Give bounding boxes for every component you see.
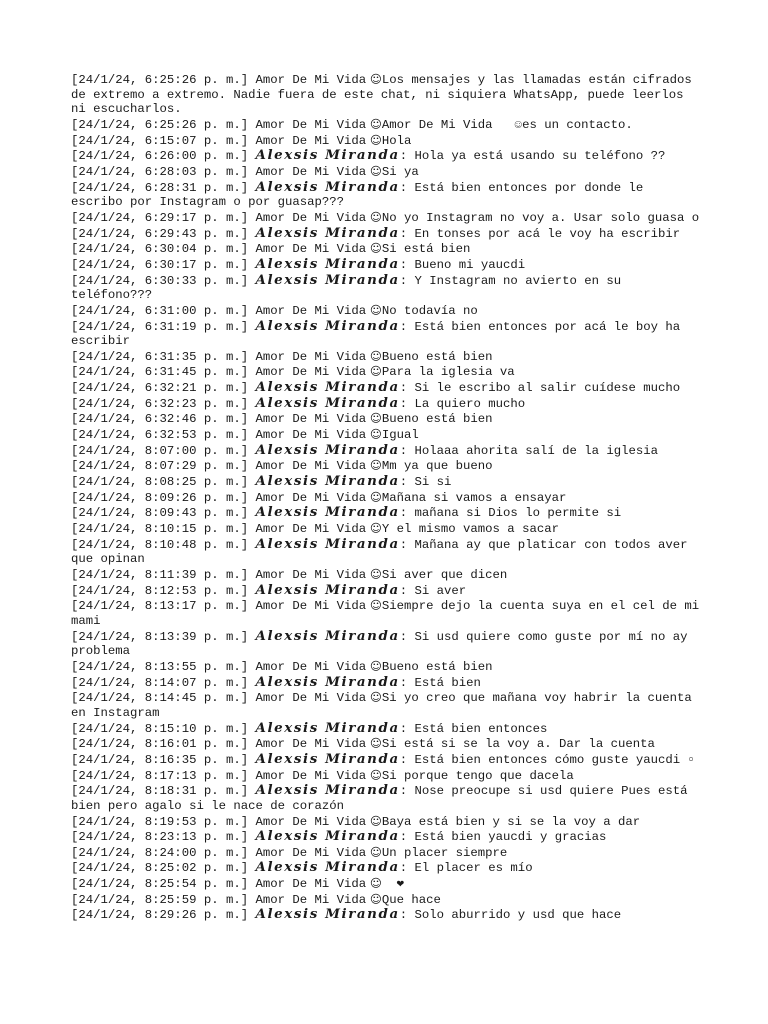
message-sender: Amor De Mi Vida [255,73,367,87]
colon-separator: : [399,908,415,923]
smiley-icon: ☺ [366,163,382,178]
smiley-icon: ☺ [366,489,382,504]
colon-separator: : [399,381,415,396]
message-timestamp: [24/1/24, 6:31:19 p. m.] [71,319,249,334]
message-text: Está bien entonces [414,721,548,736]
message-timestamp: [24/1/24, 8:29:26 p. m.] [71,908,249,923]
message-line [71,505,701,521]
message-line [71,458,701,474]
message-line [71,349,701,365]
message-line [71,860,701,876]
message-timestamp: [24/1/24, 8:17:13 p. m.] [71,768,249,783]
message-timestamp: [24/1/24, 6:15:07 p. m.] [71,133,249,148]
message-text: Si está si se la voy a. Dar la cuenta [381,737,655,752]
message-timestamp: [24/1/24, 8:14:45 p. m.] [71,691,249,706]
smiley-icon: ☺ [366,302,382,317]
message-sender: Alexsis Miranda [255,441,400,458]
message-sender: Alexsis Miranda [255,627,400,644]
message-timestamp: [24/1/24, 8:11:39 p. m.] [71,568,249,582]
smiley-icon: ☺ [366,736,382,751]
colon-separator: : [399,180,415,195]
smiley-icon: ☺ [366,411,382,426]
smiley-icon: ☺ [366,241,382,256]
message-sender: Alexsis Miranda [255,147,400,164]
message-timestamp: [24/1/24, 8:16:01 p. m.] [71,737,249,752]
message-timestamp: [24/1/24, 8:18:31 p. m.] [71,784,249,799]
message-line [71,380,701,396]
message-text: Si porque tengo que dacela [381,768,574,783]
message-timestamp: [24/1/24, 8:25:54 p. m.] [71,877,249,892]
message-sender: Alexsis Miranda [255,504,400,521]
message-sender: Amor De Mi Vida [255,522,367,537]
message-text: Si le escribo al salir cuídese mucho [414,381,681,396]
message-text: Está bien entonces por donde le escribo por Instagram o por guasap??? [71,180,651,210]
colon-separator: : [399,583,415,598]
message-timestamp: [24/1/24, 6:29:43 p. m.] [71,226,249,241]
message-timestamp: [24/1/24, 6:31:35 p. m.] [71,349,249,364]
message-line [71,814,701,830]
smiley-icon: ☺ [366,348,382,363]
message-line [71,319,701,349]
message-sender: Amor De Mi Vida [255,349,367,364]
message-timestamp: [24/1/24, 6:32:53 p. m.] [71,428,249,443]
message-text: Y Instagram no avierto en su teléfono??? [71,273,629,303]
message-line [71,659,701,675]
message-sender: Amor De Mi Vida [255,164,367,179]
message-sender: Alexsis Miranda [255,673,400,690]
message-timestamp: [24/1/24, 8:25:02 p. m.] [71,861,249,876]
smiley-icon: ☺ [366,876,382,891]
message-sender: Alexsis Miranda [255,473,400,490]
smiley-icon: ☺ [366,458,382,473]
message-sender: Alexsis Miranda [255,782,400,799]
message-timestamp: [24/1/24, 8:15:10 p. m.] [71,721,249,736]
message-sender: Alexsis Miranda [255,535,400,552]
smiley-icon: ☺ [366,364,382,379]
message-timestamp: [24/1/24, 8:23:13 p. m.] [71,830,249,845]
message-line [71,411,701,427]
message-line [71,241,701,257]
message-sender: Amor De Mi Vida [255,490,367,505]
message-timestamp: [24/1/24, 8:08:25 p. m.] [71,475,249,490]
message-timestamp: [24/1/24, 8:25:59 p. m.] [71,892,249,907]
message-timestamp: [24/1/24, 6:32:23 p. m.] [71,396,249,411]
message-sender: Amor De Mi Vida [255,210,367,225]
message-timestamp: [24/1/24, 8:14:07 p. m.] [71,675,249,690]
message-timestamp: [24/1/24, 8:13:17 p. m.] [71,599,249,614]
message-text: No todavía no [381,303,478,318]
message-sender: Alexsis Miranda [255,379,400,396]
colon-separator: : [399,537,415,552]
message-line [71,303,701,319]
message-sender: Amor De Mi Vida [255,117,367,132]
message-timestamp: [24/1/24, 6:26:00 p. m.] [71,149,249,164]
colon-separator: : [399,830,415,845]
message-text: Hola ya está usando su teléfono ?? [414,149,666,164]
message-timestamp: [24/1/24, 6:31:00 p. m.] [71,303,249,318]
colon-separator: : [399,273,415,288]
message-timestamp: [24/1/24, 6:29:17 p. m.] [71,210,249,225]
colon-separator: : [399,226,415,241]
smiley-icon: ☺ [366,567,382,581]
message-sender: Amor De Mi Vida [255,459,367,474]
message-line [71,164,701,180]
message-text: Baya está bien y si se la voy a dar [381,814,641,829]
message-text: mañana si Dios lo permite si [414,506,622,521]
message-line [71,876,701,892]
message-line [71,521,701,537]
message-text: Mm ya que bueno [381,459,493,474]
message-sender: Amor De Mi Vida [255,303,367,318]
message-text: Bueno está bien [381,349,493,364]
smiley-icon: ☺ [366,658,382,673]
message-line [71,783,701,813]
message-line [71,567,701,583]
colon-separator: : [399,319,415,334]
message-text: Está bien entonces cómo guste yaucdi ▫ [414,752,695,767]
message-sender: Amor De Mi Vida [255,768,367,783]
message-text: Mañana ay que platicar con todos aver que opinan [71,537,695,567]
message-sender: Amor De Mi Vida [255,691,367,706]
message-timestamp: [24/1/24, 8:16:35 p. m.] [71,752,249,767]
message-sender: Amor De Mi Vida [255,599,367,614]
message-sender: Amor De Mi Vida [255,845,367,860]
message-timestamp: [24/1/24, 8:07:00 p. m.] [71,443,249,458]
message-sender: Amor De Mi Vida [255,659,367,674]
message-text: Siempre dejo la cuenta suya en el cel de mi mami [71,599,707,628]
message-timestamp: [24/1/24, 6:28:31 p. m.] [71,180,249,195]
message-line [71,907,701,923]
message-line [71,427,701,443]
message-sender: Alexsis Miranda [255,828,400,845]
message-timestamp: [24/1/24, 8:13:39 p. m.] [71,629,249,644]
message-line [71,72,701,117]
message-text: Holaaa ahorita salí de la iglesia [414,443,659,458]
message-line [71,396,701,412]
message-line [71,675,701,691]
message-line [71,829,701,845]
message-text: Amor De Mi Vida ☺es un contacto. [381,117,633,132]
colon-separator: : [399,506,415,521]
message-line [71,273,701,303]
message-line [71,364,701,380]
message-text: ❤ [381,877,405,892]
message-line [71,180,701,210]
message-line [71,892,701,908]
message-text: Mañana si vamos a ensayar [381,490,567,505]
message-line [71,148,701,164]
message-sender: Alexsis Miranda [255,271,400,288]
message-text: Que hace [381,892,441,907]
message-timestamp: [24/1/24, 8:10:48 p. m.] [71,537,249,552]
message-timestamp: [24/1/24, 6:30:17 p. m.] [71,257,249,272]
message-text: En tonses por acá le voy ha escribir [414,226,681,241]
message-sender: Alexsis Miranda [255,581,400,598]
message-text: Igual [381,428,419,443]
message-text: Si usd quiere como guste por mí no ay problema [71,629,695,659]
message-line [71,598,707,628]
message-line [71,226,701,242]
message-sender: Alexsis Miranda [255,255,400,272]
message-text: Bueno está bien [381,659,493,674]
message-line [71,583,701,599]
message-timestamp: [24/1/24, 8:09:26 p. m.] [71,490,249,505]
colon-separator: : [399,861,415,876]
message-text: Para la iglesia va [381,365,515,380]
message-sender: Amor De Mi Vida [255,568,367,582]
message-sender: Amor De Mi Vida [255,877,367,892]
colon-separator: : [399,721,415,736]
message-sender: Alexsis Miranda [255,394,400,411]
smiley-icon: ☺ [366,209,382,224]
message-timestamp: [24/1/24, 6:30:33 p. m.] [71,273,249,288]
message-text: Nose preocupe si usd quiere Pues está bien pero agalo si le nace de corazón [71,784,695,813]
colon-separator: : [399,675,415,690]
message-text: No yo Instagram no voy a. Usar solo guasa o [381,210,700,225]
message-text: Si yo creo que mañana voy habrir la cuenta en Instagram [71,691,700,720]
message-text: Y el mismo vamos a sacar [381,522,559,537]
message-timestamp: [24/1/24, 6:30:04 p. m.] [71,242,249,257]
message-line [71,845,701,861]
colon-separator: : [399,396,415,411]
message-line [71,443,701,459]
message-timestamp: [24/1/24, 6:25:26 p. m.] [71,117,249,132]
colon-separator: : [399,629,415,644]
colon-separator: : [399,149,415,164]
smiley-icon: ☺ [366,598,382,613]
message-line [71,752,701,768]
message-sender: Alexsis Miranda [255,906,400,923]
smiley-icon: ☺ [366,844,382,859]
message-text: El placer es mío [414,861,533,876]
message-timestamp: [24/1/24, 8:07:29 p. m.] [71,459,249,474]
message-sender: Amor De Mi Vida [255,892,367,907]
message-text: Si ya [381,164,419,179]
message-sender: Amor De Mi Vida [255,242,367,257]
message-sender: Alexsis Miranda [255,719,400,736]
smiley-icon: ☺ [366,116,382,131]
message-timestamp: [24/1/24, 8:24:00 p. m.] [71,845,249,860]
message-line [71,537,701,567]
message-text: Bueno está bien [381,412,493,427]
message-text: Si aver [414,583,467,598]
message-timestamp: [24/1/24, 8:10:15 p. m.] [71,522,249,537]
message-text: Hola [381,133,412,148]
message-timestamp: [24/1/24, 8:12:53 p. m.] [71,583,249,598]
message-line [71,721,701,737]
message-sender: Amor De Mi Vida [255,814,367,829]
message-text: Está bien entonces por acá le boy ha escribir [71,319,688,349]
smiley-icon: ☺ [366,132,382,147]
message-text: Si está bien [381,242,471,257]
message-timestamp: [24/1/24, 6:25:26 p. m.] [71,73,249,87]
message-line [71,210,701,226]
colon-separator: : [399,784,415,799]
message-line [71,490,701,506]
message-line [71,629,701,659]
message-sender: Amor De Mi Vida [255,412,367,427]
message-timestamp: [24/1/24, 8:19:53 p. m.] [71,814,249,829]
message-line [71,474,701,490]
message-sender: Alexsis Miranda [255,859,400,876]
message-line [71,257,701,273]
message-sender: Amor De Mi Vida [255,737,367,752]
message-text: Si aver que dicen [381,568,508,582]
message-sender: Amor De Mi Vida [255,133,367,148]
message-line [71,736,701,752]
message-text: Bueno mi yaucdi [414,257,526,272]
message-text: Si si [414,475,452,490]
smiley-icon: ☺ [366,813,382,828]
message-text: La quiero mucho [414,396,526,411]
message-line [71,117,701,133]
message-text: Solo aburrido y usd que hace [414,908,622,923]
message-text: Un placer siempre [381,845,508,860]
message-timestamp: [24/1/24, 6:31:45 p. m.] [71,365,249,380]
message-line [71,133,701,149]
colon-separator: : [399,257,415,272]
message-sender: Alexsis Miranda [255,178,400,195]
message-sender: Amor De Mi Vida [255,365,367,380]
message-sender: Alexsis Miranda [255,224,400,241]
message-timestamp: [24/1/24, 6:32:21 p. m.] [71,381,249,396]
smiley-icon: ☺ [366,690,382,705]
message-line [71,690,701,720]
message-timestamp: [24/1/24, 8:09:43 p. m.] [71,506,249,521]
smiley-icon: ☺ [366,72,382,86]
message-timestamp: [24/1/24, 6:32:46 p. m.] [71,412,249,427]
smiley-icon: ☺ [366,427,382,442]
smiley-icon: ☺ [366,767,382,782]
message-text: Está bien yaucdi y gracias [414,830,607,845]
message-timestamp: [24/1/24, 6:28:03 p. m.] [71,164,249,179]
colon-separator: : [399,443,415,458]
colon-separator: : [399,475,415,490]
message-text: Está bien [414,675,481,690]
message-line [71,768,701,784]
message-timestamp: [24/1/24, 8:13:55 p. m.] [71,659,249,674]
smiley-icon: ☺ [366,521,382,536]
smiley-icon: ☺ [366,891,382,906]
colon-separator: : [399,752,415,767]
message-sender: Alexsis Miranda [255,317,400,334]
chat-transcript [71,72,707,923]
message-sender: Amor De Mi Vida [255,428,367,443]
message-sender: Alexsis Miranda [255,750,400,767]
message-text: Los mensajes y las llamadas están cifrados de extremo a extremo. Nadie fuera de este chat, ni siquiera WhatsApp, puede leerlos ni escucharlos. [71,73,700,117]
